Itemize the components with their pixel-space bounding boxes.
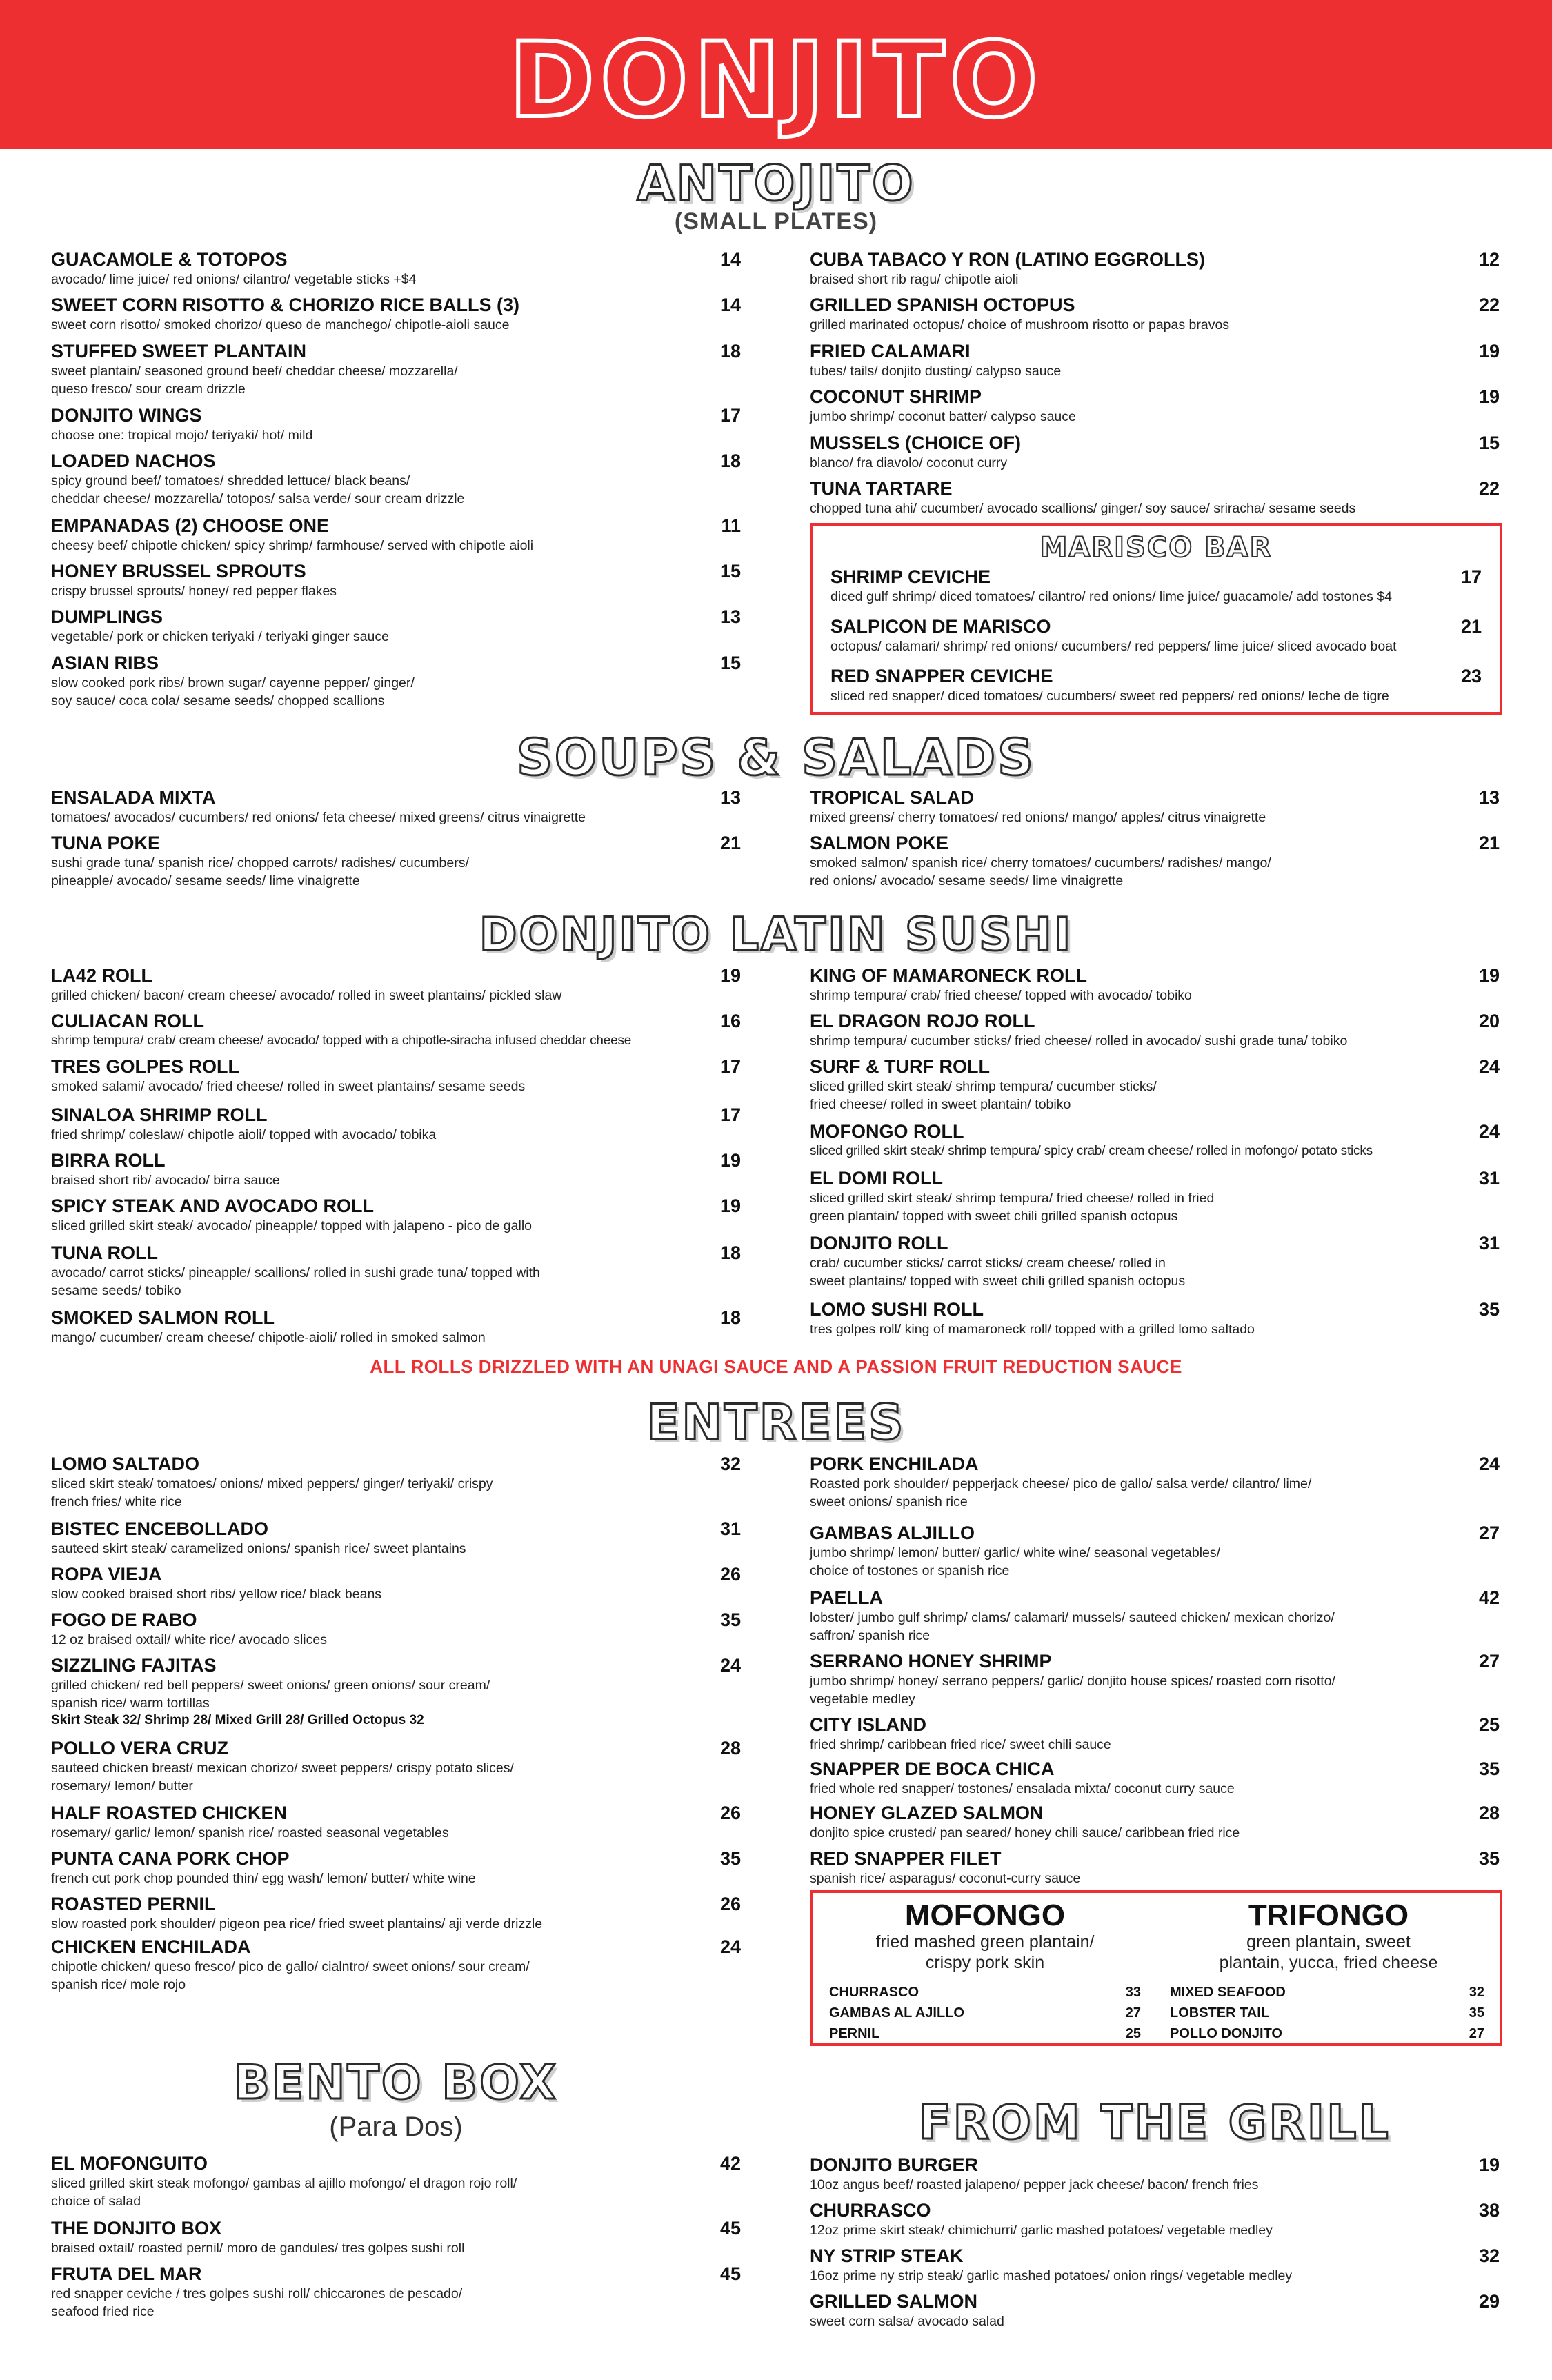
item-price: 24 (1478, 1454, 1500, 1474)
item-name: GRILLED SALMON (810, 2291, 977, 2312)
item-description: fried shrimp/ caribbean fried rice/ sweet chili sauce (810, 1737, 1111, 1752)
item-description: braised short rib ragu/ chipotle aioli (810, 272, 1019, 287)
item-description: cheesy beef/ chipotle chicken/ spicy shrimp/ farmhouse/ served with chipotle aioli (51, 538, 534, 553)
item-description: Roasted pork shoulder/ pepperjack cheese/ pico de gallo/ salsa verde/ cilantro/ lime/ sweet onions/ spanish rice (810, 1476, 1312, 1509)
item-description: octopus/ calamari/ shrimp/ red onions/ cucumbers/ red peppers/ lime juice/ sliced avocado boat (830, 639, 1397, 654)
item-name: HONEY BRUSSEL SPROUTS (51, 561, 306, 582)
menu-item (51, 964, 741, 1004)
item-price: 31 (719, 1518, 741, 1539)
item-name: HONEY GLAZED SALMON (810, 1803, 1044, 1823)
menu-item (51, 1010, 741, 1050)
item-name: FOGO DE RABO (51, 1609, 197, 1630)
item-name: SWEET CORN RISOTTO & CHORIZO RICE BALLS (3) (51, 295, 520, 315)
item-name: DONJITO ROLL (810, 1233, 948, 1253)
menu-item (810, 1758, 1500, 1798)
bento-box-heading: BENTO BOX (234, 2056, 558, 2110)
option-price: 27 (1469, 2026, 1484, 2041)
item-description: grilled marinated octopus/ choice of mushroom risotto or papas bravos (810, 317, 1230, 333)
menu-item (51, 1609, 741, 1649)
option-name: MIXED SEAFOOD (1170, 1985, 1286, 2000)
item-price: 19 (719, 965, 741, 986)
item-description: sushi grade tuna/ spanish rice/ chopped carrots/ radishes/ cucumbers/ pineapple/ avocado/ sesame seeds/ lime vinaigrette (51, 855, 469, 889)
menu-item (810, 386, 1500, 426)
item-description: shrimp tempura/ cucumber sticks/ fried cheese/ rolled in avocado/ sushi grade tuna/ tobiko (810, 1033, 1348, 1049)
menu-item (810, 1167, 1500, 1225)
item-description: donjito spice crusted/ pan seared/ honey chili sauce/ caribbean fried rice (810, 1825, 1240, 1841)
menu-item (810, 2199, 1500, 2239)
item-name: SURF & TURF ROLL (810, 1056, 990, 1077)
item-description: smoked salmon/ spanish rice/ cherry tomatoes/ cucumbers/ radishes/ mango/ red onions/ avocado/ sesame seeds/ lime vinaigrette (810, 855, 1271, 889)
menu-item (51, 1936, 741, 1994)
item-price: 19 (1478, 2154, 1500, 2175)
menu-item (810, 1298, 1500, 1338)
item-name: EL DRAGON ROJO ROLL (810, 1011, 1035, 1031)
item-name: CULIACAN ROLL (51, 1011, 204, 1031)
item-description: mango/ cucumber/ cream cheese/ chipotle-aioli/ rolled in smoked salmon (51, 1330, 486, 1345)
item-description: sliced skirt steak/ tomatoes/ onions/ mixed peppers/ ginger/ teriyaki/ crispy french fries/ white rice (51, 1476, 493, 1509)
item-description: jumbo shrimp/ honey/ serrano peppers/ garlic/ donjito house spices/ roasted corn risotto/ vegetable medley (810, 1674, 1335, 1707)
menu-item (51, 2263, 741, 2321)
item-name: SIZZLING FAJITAS (51, 1655, 217, 1676)
item-price: 35 (1478, 1299, 1500, 1320)
item-price: 19 (1478, 341, 1500, 361)
item-price: 19 (1478, 965, 1500, 986)
item-price: 14 (719, 249, 741, 270)
item-name: ROASTED PERNIL (51, 1894, 216, 1914)
item-price: 17 (719, 405, 741, 426)
item-name: ENSALADA MIXTA (51, 787, 216, 808)
item-description: avocado/ lime juice/ red onions/ cilantro/ vegetable sticks +$4 (51, 272, 417, 287)
item-name: GAMBAS ALJILLO (810, 1523, 975, 1543)
item-description: chopped tuna ahi/ cucumber/ avocado scallions/ ginger/ soy sauce/ sriracha/ sesame seeds (810, 501, 1356, 516)
item-price: 15 (719, 561, 741, 582)
menu-item (810, 1847, 1500, 1887)
item-price: 19 (1478, 386, 1500, 407)
menu-item (51, 1453, 741, 1511)
item-description: red snapper ceviche / tres golpes sushi roll/ chiccarones de pescado/ seafood fried rice (51, 2286, 463, 2319)
menu-item (51, 560, 741, 600)
item-price: 35 (719, 1848, 741, 1869)
item-price: 32 (1478, 2245, 1500, 2266)
item-name: SALPICON DE MARISCO (830, 616, 1051, 637)
item-description: slow cooked pork ribs/ brown sugar/ cayenne pepper/ ginger/ soy sauce/ coca cola/ sesame seeds/ chopped scallions (51, 675, 415, 708)
trifongo-option (1170, 1983, 1484, 2002)
item-name: RED SNAPPER FILET (810, 1848, 1002, 1869)
marisco-bar-box (810, 523, 1502, 715)
menu-item (810, 1587, 1500, 1645)
option-price: 33 (1125, 1985, 1141, 2000)
item-description: crab/ cucumber sticks/ carrot sticks/ cream cheese/ rolled in sweet plantains/ topped with sweet chili grilled spanish octopus (810, 1256, 1186, 1289)
menu-item (51, 652, 741, 710)
item-description: chipotle chicken/ queso fresco/ pico de gallo/ cialntro/ sweet onions/ sour cream/ spanish rice/ mole rojo (51, 1959, 530, 1992)
item-name: TRES GOLPES ROLL (51, 1056, 240, 1077)
item-price: 21 (1478, 833, 1500, 853)
bento-column (51, 2152, 741, 2325)
item-price: 45 (719, 2218, 741, 2239)
item-description: diced gulf shrimp/ diced tomatoes/ cilantro/ red onions/ lime juice/ guacamole/ add tostones $4 (830, 589, 1393, 604)
item-price: 24 (1478, 1121, 1500, 1142)
trifongo-option (1170, 2024, 1484, 2043)
menu-item (810, 1010, 1500, 1050)
item-description: smoked salami/ avocado/ fried cheese/ rolled in sweet plantains/ sesame seeds (51, 1079, 526, 1094)
item-description: shrimp tempura/ crab/ fried cheese/ topped with avocado/ tobiko (810, 988, 1192, 1003)
fajitas-protein-options: Skirt Steak 32/ Shrimp 28/ Mixed Grill 28/ Grilled Octopus 32 (51, 1713, 424, 1727)
item-name: DUMPLINGS (51, 606, 163, 627)
mofongo-option (829, 2003, 1141, 2023)
item-price: 45 (719, 2263, 741, 2284)
item-description: sliced grilled skirt steak/ shrimp tempura/ spicy crab/ cream cheese/ rolled in mofongo/ potato sticks (810, 1144, 1373, 1158)
item-description: lobster/ jumbo gulf shrimp/ clams/ calamari/ mussels/ sauteed chicken/ mexican chorizo/ saffron/ spanish rice (810, 1610, 1335, 1643)
item-price: 17 (719, 1104, 741, 1125)
menu-item (51, 294, 741, 334)
menu-item (51, 450, 741, 508)
trifongo-description: green plantain, sweet plantain, yucca, fried cheese (1219, 1932, 1438, 1972)
item-price: 42 (719, 2153, 741, 2174)
menu-item (51, 1802, 741, 1842)
menu-item (810, 340, 1500, 380)
option-price: 32 (1469, 1985, 1484, 2000)
menu-item (51, 1149, 741, 1189)
item-name: LOADED NACHOS (51, 450, 216, 471)
item-description: sliced grilled skirt steak/ shrimp tempura/ cucumber sticks/ fried cheese/ rolled in sweet plantain/ tobiko (810, 1079, 1157, 1112)
sushi-sauce-note: ALL ROLLS DRIZZLED WITH AN UNAGI SAUCE AND A PASSION FRUIT REDUCTION SAUCE (370, 1356, 1182, 1377)
item-description: sliced grilled skirt steak/ shrimp tempura/ fried cheese/ rolled in fried green plantain/ topped with sweet chili grilled spanish octopus (810, 1191, 1215, 1224)
item-price: 21 (719, 833, 741, 853)
item-name: EL DOMI ROLL (810, 1168, 943, 1189)
mofongo-trifongo-box (810, 1890, 1502, 2046)
item-name: LOMO SALTADO (51, 1454, 199, 1474)
item-price: 42 (1478, 1587, 1500, 1608)
item-price: 24 (719, 1655, 741, 1676)
sushi-right-column (810, 964, 1500, 1351)
item-price: 32 (719, 1454, 741, 1474)
item-name: CHURRASCO (810, 2200, 931, 2221)
menu-item (810, 432, 1500, 472)
item-price: 26 (719, 1803, 741, 1823)
item-price: 24 (1478, 1056, 1500, 1077)
item-price: 26 (719, 1894, 741, 1914)
item-description: sliced grilled skirt steak/ avocado/ pineapple/ topped with jalapeno - pico de gallo (51, 1218, 533, 1233)
item-name: SINALOA SHRIMP ROLL (51, 1104, 268, 1125)
item-price: 27 (1478, 1651, 1500, 1672)
menu-item (810, 964, 1500, 1004)
menu-item (51, 2217, 741, 2257)
item-description: sweet corn salsa/ avocado salad (810, 2314, 1004, 2329)
option-name: LOBSTER TAIL (1170, 2005, 1270, 2021)
item-name: TUNA ROLL (51, 1242, 158, 1263)
menu-item (810, 2154, 1500, 2194)
item-description: blanco/ fra diavolo/ coconut curry (810, 455, 1008, 470)
item-name: PAELLA (810, 1587, 883, 1608)
item-description: sauteed skirt steak/ caramelized onions/ spanish rice/ sweet plantains (51, 1541, 466, 1556)
item-description: avocado/ carrot sticks/ pineapple/ scallions/ rolled in sushi grade tuna/ topped with sesame seeds/ tobiko (51, 1265, 540, 1298)
menu-item (810, 248, 1500, 288)
menu-item (51, 404, 741, 444)
item-description: crispy brussel sprouts/ honey/ red pepper flakes (51, 584, 337, 599)
menu-item (810, 1802, 1500, 1842)
item-price: 18 (719, 341, 741, 361)
mofongo-option (829, 1983, 1141, 2002)
option-name: POLLO DONJITO (1170, 2026, 1282, 2041)
item-description: tres golpes roll/ king of mamaroneck roll/ topped with a grilled lomo saltado (810, 1322, 1255, 1337)
item-name: SPICY STEAK AND AVOCADO ROLL (51, 1196, 375, 1216)
menu-item (810, 1714, 1500, 1754)
item-price: 19 (719, 1196, 741, 1216)
menu-item (51, 1055, 741, 1095)
menu-item (810, 1232, 1500, 1290)
item-price: 13 (719, 787, 741, 808)
item-price: 16 (719, 1011, 741, 1031)
antojito-right-column (810, 248, 1500, 524)
mofongo-option (829, 2024, 1141, 2043)
item-name: CUBA TABACO Y RON (LATINO EGGROLLS) (810, 249, 1205, 270)
item-price: 35 (1478, 1848, 1500, 1869)
menu-item (810, 294, 1500, 334)
menu-item (810, 2245, 1500, 2285)
menu-item (810, 2290, 1500, 2330)
marisco-bar-title: MARISCO BAR (1039, 532, 1273, 564)
entrees-left-column (51, 1453, 741, 2019)
item-price: 18 (719, 1307, 741, 1328)
option-price: 25 (1125, 2026, 1141, 2041)
item-name: STUFFED SWEET PLANTAIN (51, 341, 306, 361)
item-description: sauteed chicken breast/ mexican chorizo/ sweet peppers/ crispy potato slices/ rosemary/ lemon/ butter (51, 1761, 514, 1794)
from-the-grill-heading: FROM THE GRILL (919, 2096, 1391, 2150)
item-description: sweet plantain/ seasoned ground beef/ cheddar cheese/ mozzarella/ queso fresco/ sour cream drizzle (51, 364, 458, 397)
item-price: 17 (719, 1056, 741, 1077)
item-name: COCONUT SHRIMP (810, 386, 982, 407)
brand-logo: DONJITO (508, 21, 1044, 141)
item-description: fried shrimp/ coleslaw/ chipotle aioli/ topped with avocado/ tobika (51, 1127, 437, 1142)
item-name: ASIAN RIBS (51, 653, 159, 673)
item-name: SALMON POKE (810, 833, 949, 853)
item-description: vegetable/ pork or chicken teriyaki / teriyaki ginger sauce (51, 629, 389, 644)
brand-banner (0, 0, 1552, 149)
menu-item (810, 1120, 1500, 1160)
mofongo-title: MOFONGO (904, 1898, 1066, 1932)
grill-column (810, 2154, 1500, 2347)
menu-item (51, 1242, 741, 1300)
item-price: 12 (1478, 249, 1500, 270)
menu-item (810, 1522, 1500, 1580)
menu-item (51, 1518, 741, 1558)
trifongo-option (1170, 2003, 1484, 2023)
item-description: fried whole red snapper/ tostones/ ensalada mixta/ coconut curry sauce (810, 1781, 1235, 1796)
menu-item (810, 832, 1500, 890)
item-description: sliced red snapper/ diced tomatoes/ cucumbers/ sweet red peppers/ red onions/ leche de tigre (830, 688, 1389, 704)
item-description: mixed greens/ cherry tomatoes/ red onions/ mango/ apples/ citrus vinaigrette (810, 810, 1266, 825)
item-price: 24 (719, 1936, 741, 1957)
menu-item (51, 1737, 741, 1795)
item-description: french cut pork chop pounded thin/ egg wash/ lemon/ butter/ white wine (51, 1871, 476, 1886)
item-description: sweet corn risotto/ smoked chorizo/ queso de manchego/ chipotle-aioli sauce (51, 317, 510, 333)
item-price: 20 (1478, 1011, 1500, 1031)
item-description: 16oz prime ny strip steak/ garlic mashed potatoes/ onion rings/ vegetable medley (810, 2268, 1293, 2283)
soups-left-column (51, 786, 741, 897)
item-description: grilled chicken/ red bell peppers/ sweet onions/ green onions/ sour cream/ spanish rice/ warm tortillas (51, 1678, 490, 1711)
item-name: DONJITO WINGS (51, 405, 202, 426)
menu-item (51, 2152, 741, 2210)
menu-item (830, 615, 1482, 655)
option-name: CHURRASCO (829, 1985, 919, 2000)
entrees-heading: ENTREES (646, 1394, 906, 1451)
menu-item (51, 1307, 741, 1347)
item-name: HALF ROASTED CHICKEN (51, 1803, 287, 1823)
item-description: braised oxtail/ roasted pernil/ moro de gandules/ tres golpes sushi roll (51, 2241, 465, 2256)
item-name: TROPICAL SALAD (810, 787, 975, 808)
item-name: GUACAMOLE & TOTOPOS (51, 249, 288, 270)
item-price: 26 (719, 1564, 741, 1585)
item-description: spanish rice/ asparagus/ coconut-curry sauce (810, 1871, 1081, 1886)
menu-item (830, 566, 1482, 606)
item-description: jumbo shrimp/ coconut batter/ calypso sauce (810, 409, 1076, 424)
item-name: SHRIMP CEVICHE (830, 566, 991, 587)
item-price: 28 (1478, 1803, 1500, 1823)
menu-item (51, 1563, 741, 1603)
item-name: KING OF MAMARONECK ROLL (810, 965, 1087, 986)
antojito-heading: ANTOJITO (637, 155, 915, 212)
option-price: 35 (1469, 2005, 1484, 2021)
menu-item (51, 340, 741, 398)
option-price: 27 (1125, 2005, 1141, 2021)
item-description: 10oz angus beef/ roasted jalapeno/ pepper jack cheese/ bacon/ french fries (810, 2177, 1259, 2192)
item-price: 15 (1478, 433, 1500, 453)
item-price: 13 (1478, 787, 1500, 808)
item-name: FRUTA DEL MAR (51, 2263, 202, 2284)
item-name: FRIED CALAMARI (810, 341, 971, 361)
item-name: CITY ISLAND (810, 1714, 927, 1735)
item-name: MOFONGO ROLL (810, 1121, 964, 1142)
item-price: 11 (721, 515, 741, 536)
item-description: tubes/ tails/ donjito dusting/ calypso sauce (810, 364, 1062, 379)
menu-item (51, 1195, 741, 1235)
item-description: tomatoes/ avocados/ cucumbers/ red onions/ feta cheese/ mixed greens/ citrus vinaigrette (51, 810, 586, 825)
item-description: grilled chicken/ bacon/ cream cheese/ avocado/ rolled in sweet plantains/ pickled slaw (51, 988, 562, 1003)
item-name: POLLO VERA CRUZ (51, 1738, 229, 1758)
item-name: CHICKEN ENCHILADA (51, 1936, 251, 1957)
item-price: 28 (719, 1738, 741, 1758)
item-name: EL MOFONGUITO (51, 2153, 208, 2174)
menu-item (830, 665, 1482, 705)
item-price: 14 (719, 295, 741, 315)
item-price: 21 (1460, 616, 1482, 637)
item-name: THE DONJITO BOX (51, 2218, 222, 2239)
item-name: SERRANO HONEY SHRIMP (810, 1651, 1052, 1672)
item-name: MUSSELS (CHOICE OF) (810, 433, 1022, 453)
item-price: 27 (1478, 1523, 1500, 1543)
menu-item (810, 1055, 1500, 1113)
item-price: 31 (1478, 1233, 1500, 1253)
option-name: PERNIL (829, 2026, 880, 2041)
soups-right-column (810, 786, 1500, 897)
menu-item (51, 1847, 741, 1887)
menu-item (51, 515, 741, 555)
menu-item (51, 786, 741, 826)
menu-item (51, 832, 741, 890)
item-name: TUNA POKE (51, 833, 161, 853)
item-price: 19 (719, 1150, 741, 1171)
item-description: 12oz prime skirt steak/ chimichurri/ garlic mashed potatoes/ vegetable medley (810, 2223, 1273, 2238)
item-description: sliced grilled skirt steak mofongo/ gambas al ajillo mofongo/ el dragon rojo roll/ choice of salad (51, 2176, 517, 2209)
item-price: 29 (1478, 2291, 1500, 2312)
item-name: RED SNAPPER CEVICHE (830, 666, 1053, 686)
item-description: rosemary/ garlic/ lemon/ spanish rice/ roasted seasonal vegetables (51, 1825, 449, 1841)
item-name: BISTEC ENCEBOLLADO (51, 1518, 269, 1539)
item-price: 22 (1478, 295, 1500, 315)
item-name: ROPA VIEJA (51, 1564, 162, 1585)
menu-item (51, 606, 741, 646)
item-name: LA42 ROLL (51, 965, 153, 986)
item-name: LOMO SUSHI ROLL (810, 1299, 984, 1320)
item-name: GRILLED SPANISH OCTOPUS (810, 295, 1075, 315)
item-price: 17 (1460, 566, 1482, 587)
item-description: braised short rib/ avocado/ birra sauce (51, 1173, 280, 1188)
item-price: 15 (719, 653, 741, 673)
menu-item (51, 248, 741, 288)
item-price: 13 (719, 606, 741, 627)
item-price: 35 (719, 1609, 741, 1630)
item-price: 35 (1478, 1758, 1500, 1779)
trifongo-title: TRIFONGO (1248, 1898, 1409, 1932)
item-price: 23 (1460, 666, 1482, 686)
option-name: GAMBAS AL AJILLO (829, 2005, 964, 2021)
item-price: 18 (719, 1242, 741, 1263)
menu-item (810, 1453, 1500, 1511)
item-name: PUNTA CANA PORK CHOP (51, 1848, 290, 1869)
menu-item (51, 1654, 741, 1729)
item-description: slow roasted pork shoulder/ pigeon pea rice/ fried sweet plantains/ aji verde drizzle (51, 1916, 543, 1932)
menu-item (810, 477, 1500, 517)
item-name: BIRRA ROLL (51, 1150, 166, 1171)
mofongo-description: fried mashed green plantain/ crispy pork skin (875, 1932, 1095, 1972)
item-name: NY STRIP STEAK (810, 2245, 964, 2266)
entrees-right-column (810, 1453, 1500, 1894)
item-name: DONJITO BURGER (810, 2154, 979, 2175)
item-description: jumbo shrimp/ lemon/ butter/ garlic/ white wine/ seasonal vegetables/ choice of tostones or spanish rice (810, 1545, 1221, 1578)
antojito-subtitle: (SMALL PLATES) (674, 208, 878, 235)
item-price: 38 (1478, 2200, 1500, 2221)
menu-item (51, 1893, 741, 1933)
bento-box-subtitle: (Para Dos) (329, 2112, 463, 2142)
item-price: 25 (1478, 1714, 1500, 1735)
sushi-left-column (51, 964, 741, 1351)
soups-salads-heading: SOUPS & SALADS (517, 728, 1035, 786)
menu-item (810, 786, 1500, 826)
item-description: slow cooked braised short ribs/ yellow rice/ black beans (51, 1587, 382, 1602)
item-name: SNAPPER DE BOCA CHICA (810, 1758, 1055, 1779)
item-name: TUNA TARTARE (810, 478, 953, 499)
item-price: 18 (719, 450, 741, 471)
latin-sushi-heading: DONJITO LATIN SUSHI (479, 908, 1073, 961)
item-price: 22 (1478, 478, 1500, 499)
item-description: shrimp tempura/ crab/ cream cheese/ avocado/ topped with a chipotle-siracha infused cheddar cheese (51, 1033, 632, 1048)
antojito-left-column (51, 248, 741, 731)
item-description: 12 oz braised oxtail/ white rice/ avocado slices (51, 1632, 327, 1647)
menu-item (51, 1104, 741, 1144)
item-price: 31 (1478, 1168, 1500, 1189)
item-name: EMPANADAS (2) CHOOSE ONE (51, 515, 330, 536)
item-name: SMOKED SALMON ROLL (51, 1307, 275, 1328)
item-description: choose one: tropical mojo/ teriyaki/ hot/ mild (51, 428, 313, 443)
menu-item (810, 1650, 1500, 1708)
item-description: spicy ground beef/ tomatoes/ shredded lettuce/ black beans/ cheddar cheese/ mozzarella/ totopos/ salsa verde/ sour cream drizzle (51, 473, 465, 506)
item-name: PORK ENCHILADA (810, 1454, 979, 1474)
